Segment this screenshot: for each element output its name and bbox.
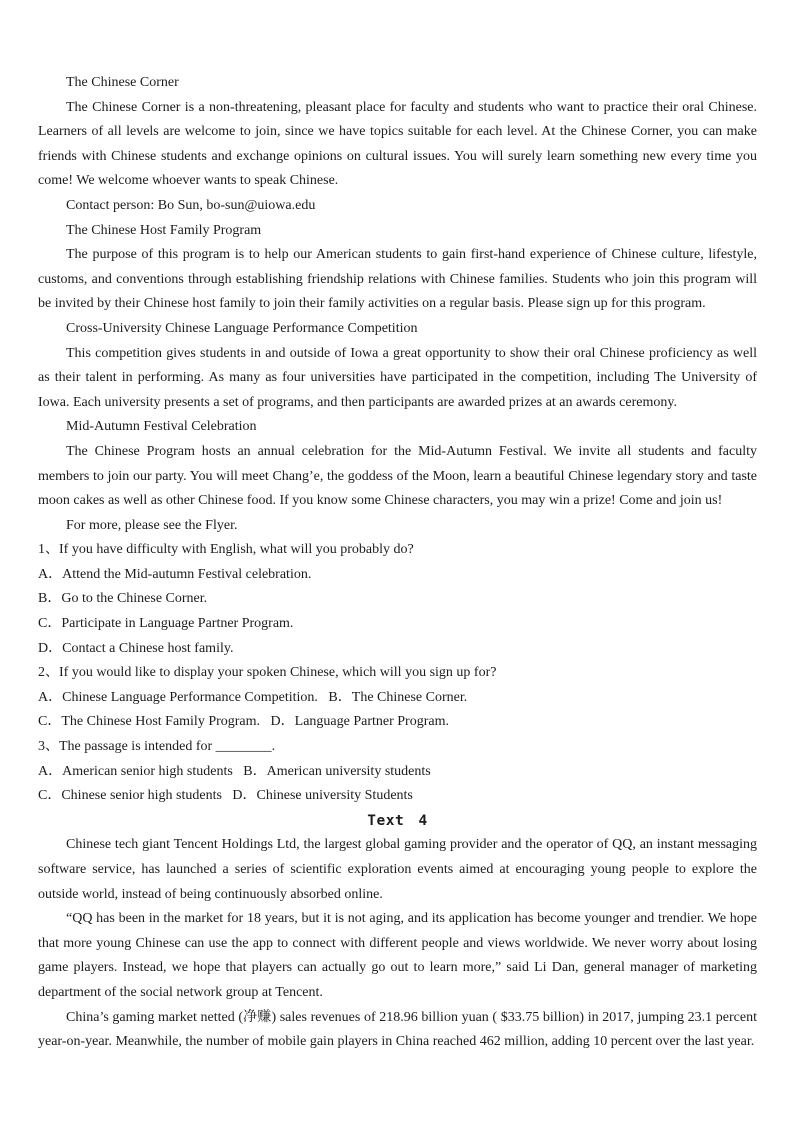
question-2-stem: 2、If you would like to display your spoken Chinese, which will you sign up for? <box>38 665 497 681</box>
passage-paragraph: The Chinese Corner is a non-threatening, pleasant place for faculty and students who want to practice their oral Chinese. Learners of all levels are welcome to join, since we have topics suitable for each level. At the Chinese Corner, you can make friends with Chinese students and exchange opinions on cultural issues. You will surely learn something new every time you come! We welcome whoever wants to speak Chinese. <box>38 99 757 189</box>
section-heading-competition: Cross-University Chinese Language Performance Competition <box>66 320 418 336</box>
flyer-note: For more, please see the Flyer. <box>66 517 238 533</box>
question-2-options-ab: A．Chinese Language Performance Competition. B．The Chinese Corner. <box>38 689 468 705</box>
text4-paragraph: Chinese tech giant Tencent Holdings Ltd, the largest global gaming provider and the operator of QQ, an instant messaging software service, has launched a series of scientific exploration events aimed at encouraging young people to explore the outside world, instead of being continuously absorbed online. <box>38 837 757 902</box>
question-2 <box>38 661 757 735</box>
question-3-options-cd: C．Chinese senior high students D．Chinese university Students <box>38 788 413 804</box>
text4-paragraph: China’s gaming market netted (净赚) sales revenues of 218.96 billion yuan ( $33.75 billion) in 2017, jumping 23.1 percent year-on-year. Meanwhile, the number of mobile gain players in China reached 462 million, adding 10 percent over the last year. <box>38 1009 757 1050</box>
question-1-option-a: A．Attend the Mid-autumn Festival celebration. <box>38 566 312 582</box>
question-3-stem: 3、The passage is intended for ________. <box>38 739 276 755</box>
text4-heading: Text 4 <box>367 812 428 829</box>
text4-paragraph: “QQ has been in the market for 18 years, but it is not aging, and its application has become younger and trendier. We hope that more young Chinese can use the app to connect with different people and views worldwide. We never worry about losing game players. Instead, we hope that players can actually go out to learn more,” said Li Dan, general manager of marketing department of the social network group at Tencent. <box>38 911 757 1000</box>
passage-title: The Chinese Corner <box>66 75 179 90</box>
question-1-option-b: B．Go to the Chinese Corner. <box>38 591 208 607</box>
question-3-options-ab: A．American senior high students B．American university students <box>38 763 431 779</box>
passage-paragraph: This competition gives students in and outside of Iowa a great opportunity to show their oral Chinese proficiency as well as their talent in performing. As many as four universities have participated in the competition, including The University of Iowa. Each university presents a set of programs, and then participants are awarded prizes at an awards ceremony. <box>38 345 757 410</box>
question-1-option-c: C．Participate in Language Partner Program. <box>38 616 294 632</box>
question-1-option-d: D．Contact a Chinese host family. <box>38 640 234 656</box>
question-1-stem: 1、If you have difficulty with English, what will you probably do? <box>38 542 414 558</box>
section-heading-mid-autumn: Mid-Autumn Festival Celebration <box>66 419 257 435</box>
section-heading-host-family: The Chinese Host Family Program <box>66 222 262 238</box>
question-3 <box>38 735 757 809</box>
contact-line: Contact person: Bo Sun, bo-sun@uiowa.edu <box>66 197 316 213</box>
question-2-options-cd: C．The Chinese Host Family Program. D．Language Partner Program. <box>38 714 449 730</box>
passage-paragraph: The Chinese Program hosts an annual celebration for the Mid-Autumn Festival. We invite all students and faculty members to join our party. You will meet Chang’e, the goddess of the Moon, learn a beautiful Chinese legendary story and taste moon cakes as well as other Chinese food. If you know some Chinese characters, you may win a prize! Come and join us! <box>38 443 757 509</box>
passage-paragraph: The purpose of this program is to help our American students to gain first-hand experience of Chinese culture, lifestyle, customs, and conventions through establishing friendship relations with Chinese families. Students who join this program will be invited by their Chinese host family to join their family activities on a regular basis. Please sign up for this program. <box>38 247 757 312</box>
document-content <box>38 71 757 1055</box>
question-1 <box>38 538 757 661</box>
